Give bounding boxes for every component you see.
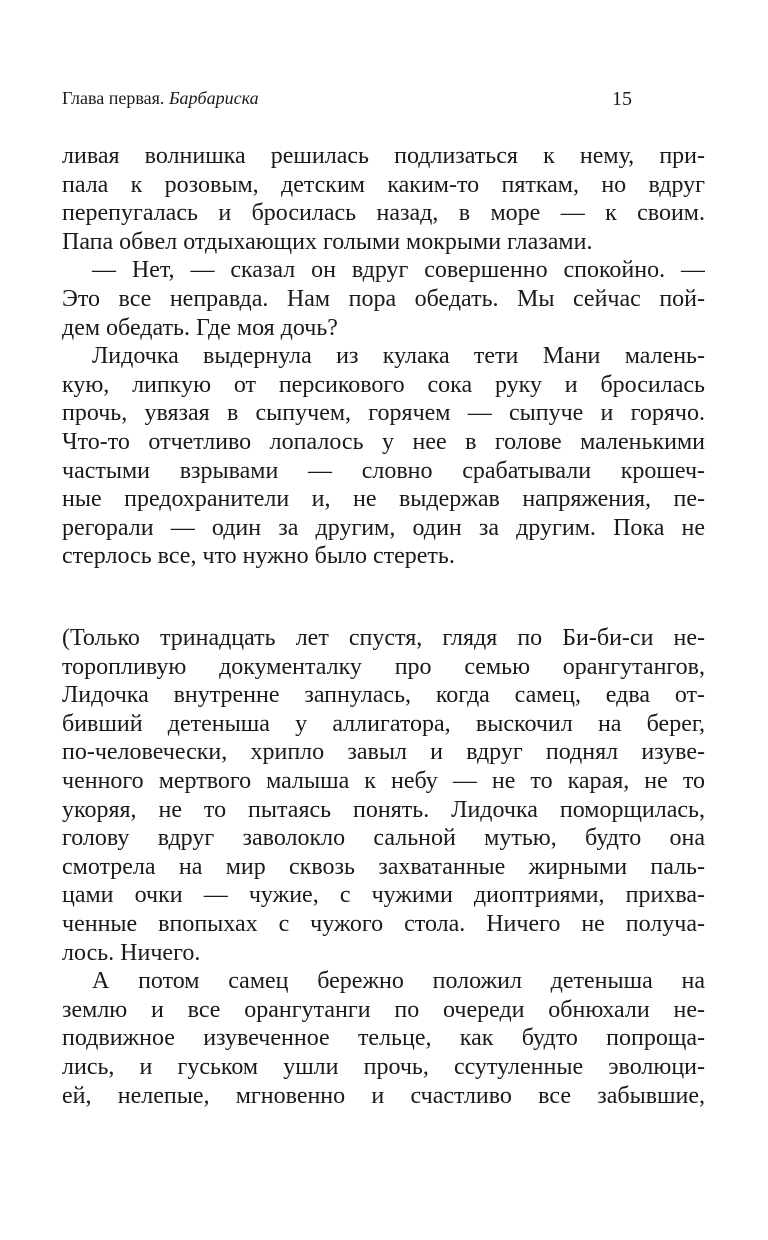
- text-line: пала к розовым, детским каким-то пяткам, но вдруг: [62, 171, 705, 198]
- text-line: Что-то отчетливо лопалось у нее в голове маленькими: [62, 428, 705, 455]
- text-line: лось. Ничего.: [62, 939, 201, 966]
- text-line: ливая волнишка решилась подлизаться к нему, при-: [62, 143, 705, 169]
- text-line: цами очки — чужие, с чужими диоптриями, прихва-: [62, 882, 705, 909]
- text-line: укоряя, не то пытаясь понять. Лидочка поморщилась,: [62, 796, 705, 823]
- chapter-label: Глава первая.: [62, 88, 165, 108]
- text-line: смотрела на мир сквозь захватанные жирными паль-: [62, 853, 705, 880]
- text-line: — Нет, — сказал он вдруг совершенно спокойно. —: [92, 257, 705, 284]
- text-line: ные предохранители и, не выдержав напряжения, пе-: [62, 486, 705, 513]
- text-line: ченные впопыхах с чужого стола. Ничего не получа-: [62, 910, 705, 937]
- text-line: по-человечески, хрипло завыл и вдруг поднял изуве-: [62, 739, 705, 766]
- text-line: Папа обвел отдыхающих голыми мокрыми глазами.: [62, 228, 593, 255]
- text-line: торопливую документалку про семью орангутангов,: [62, 653, 705, 680]
- text-line: Это все неправда. Нам пора обедать. Мы сейчас пой-: [62, 285, 705, 312]
- text-line: ей, нелепые, мгновенно и счастливо все забывшие,: [62, 1082, 705, 1109]
- text-line: частыми взрывами — словно срабатывали крошеч-: [62, 457, 705, 484]
- text-line: прочь, увязая в сыпучем, горячем — сыпуче и горячо.: [62, 400, 705, 427]
- text-line: регорали — один за другим, один за другим. Пока не: [62, 514, 705, 541]
- text-line: кую, липкую от персикового сока руку и бросилась: [62, 371, 705, 398]
- text-line: дем обедать. Где моя дочь?: [62, 314, 338, 341]
- text-line: стерлось все, что нужно было стереть.: [62, 543, 455, 570]
- text-line: голову вдруг заволокло сальной мутью, будто она: [62, 825, 705, 852]
- text-line: подвижное изувеченное тельце, как будто попроща-: [62, 1025, 705, 1052]
- text-block-1: [62, 142, 705, 571]
- chapter-title: Барбариска: [168, 88, 259, 108]
- text-line: Лидочка выдернула из кулака тети Мани малень-: [92, 343, 705, 370]
- text-line: бивший детеныша у аллигатора, выскочил на берег,: [62, 710, 705, 737]
- text-line: ченного мертвого малыша к небу — не то карая, не то: [62, 767, 705, 794]
- running-header: [62, 88, 632, 111]
- text-line: перепугалась и бросилась назад, в море — к своим.: [62, 200, 705, 227]
- text-line: (Только тринадцать лет спустя, глядя по Би-би-си не-: [62, 625, 705, 651]
- text-block-2: [62, 624, 705, 1110]
- text-line: Лидочка внутренне запнулась, когда самец, едва от-: [62, 682, 705, 709]
- chapter-heading: [62, 88, 259, 111]
- page-number: 15: [612, 88, 632, 110]
- text-line: А потом самец бережно положил детеныша на: [92, 968, 705, 995]
- text-line: землю и все орангутанги по очереди обнюхали не-: [62, 996, 705, 1023]
- text-line: лись, и гуськом ушли прочь, ссутуленные эволюци-: [62, 1053, 705, 1080]
